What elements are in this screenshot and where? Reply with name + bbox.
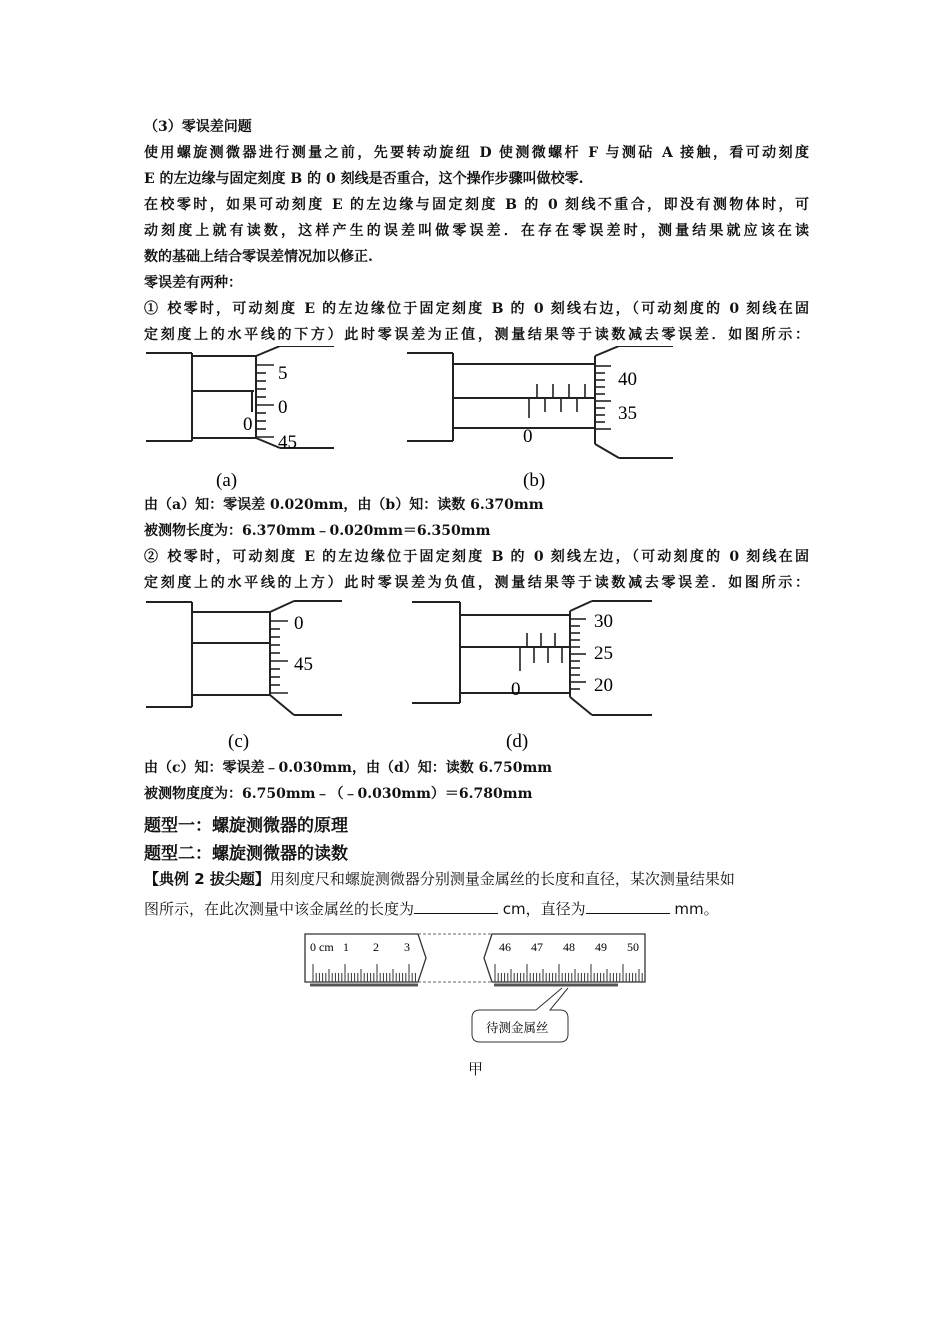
scale-label: 45 xyxy=(294,654,313,675)
paragraph-line: 数的基础上结合零误差情况加以修正. xyxy=(144,249,373,265)
micrometer-figure-b xyxy=(405,346,675,492)
example-line xyxy=(144,864,809,894)
scale-label: 0 xyxy=(511,679,521,700)
ruler-label: 2 xyxy=(373,940,379,954)
scale-label: 0 xyxy=(243,414,253,435)
micrometer-figure-d xyxy=(410,599,660,755)
section-title: （3）零误差问题 xyxy=(144,119,252,135)
ruler-label: 3 xyxy=(404,940,410,954)
answer-blank-diameter[interactable] xyxy=(586,897,670,914)
ruler-label: 48 xyxy=(563,940,575,954)
ruler-label: 0 cm xyxy=(310,940,334,954)
ruler-label: 46 xyxy=(499,940,511,954)
heading: 题型二：螺旋测微器的读数 xyxy=(144,844,348,864)
ruler-label: 47 xyxy=(531,940,543,954)
figure-caption: (b) xyxy=(523,470,546,491)
example-text: 用刻度尺和螺旋测微器分别测量金属丝的长度和直径，某次测量结果如 xyxy=(269,870,735,888)
scale-label: 5 xyxy=(278,363,288,384)
scale-label: 25 xyxy=(594,643,613,664)
result-line: 由（a）知：零误差 0.020mm，由（b）知：读数 6.370mm xyxy=(144,497,544,513)
figure-caption: (d) xyxy=(506,731,529,752)
example-tag: 【典例 2 拔尖题】 xyxy=(144,870,270,888)
scale-label: 30 xyxy=(594,611,613,632)
paragraph-line: 零误差有两种： xyxy=(144,275,242,291)
ruler-label: 1 xyxy=(343,940,349,954)
figure-caption: (a) xyxy=(216,470,238,491)
paragraph-line: 动刻度上就有读数，这样产生的误差叫做零误差．在存在零误差时，测量结果就应该在读 xyxy=(144,223,809,239)
paragraph-line: 在校零时，如果可动刻度 E 的左边缘与固定刻度 B 的 0 刻线不重合，即没有测物体时，可 xyxy=(144,197,809,213)
ruler-figure xyxy=(300,930,650,1045)
answer-blank-length[interactable] xyxy=(414,897,498,914)
paragraph-line: 定刻度上的水平线的下方）此时零误差为正值，测量结果等于读数减去零误差．如图所示： xyxy=(144,327,809,343)
ruler-label: 50 xyxy=(627,940,639,954)
scale-label: 35 xyxy=(618,403,637,424)
scale-label: 40 xyxy=(618,369,637,390)
heading: 题型一：螺旋测微器的原理 xyxy=(144,816,348,836)
paragraph-line: 使用螺旋测微器进行测量之前，先要转动旋纽 D 使测微螺杆 F 与测砧 A 接触，看可动刻度 xyxy=(144,145,809,161)
scale-label: 45 xyxy=(278,432,297,453)
result-line: 被测物度度为：6.750mm﹣（﹣0.030mm）＝6.780mm xyxy=(144,786,533,802)
micrometer-figure-a xyxy=(144,346,344,492)
paragraph-line: ① 校零时，可动刻度 E 的左边缘位于固定刻度 B 的 0 刻线右边，（可动刻度的 0 刻线在固 xyxy=(144,301,809,317)
figure-caption: (c) xyxy=(228,731,250,752)
paragraph-line: 定刻度上的水平线的上方）此时零误差为负值，测量结果等于读数减去零误差．如图所示： xyxy=(144,575,809,591)
result-line: 被测物长度为：6.370mm﹣0.020mm＝6.350mm xyxy=(144,523,491,539)
paragraph-line: ② 校零时，可动刻度 E 的左边缘位于固定刻度 B 的 0 刻线左边，（可动刻度的 0 刻线在固 xyxy=(144,549,809,565)
example-text: mm。 xyxy=(669,900,719,918)
ruler-label: 49 xyxy=(595,940,607,954)
scale-label: 20 xyxy=(594,675,613,696)
example-text: cm，直径为 xyxy=(498,900,586,918)
scale-label: 0 xyxy=(523,426,533,447)
scale-label: 0 xyxy=(294,613,304,634)
paragraph-line: E 的左边缘与固定刻度 B 的 0 刻线是否重合，这个操作步骤叫做校零. xyxy=(144,171,584,187)
callout-label: 待测金属丝 xyxy=(486,1020,549,1035)
example-line xyxy=(144,894,809,924)
scale-label: 0 xyxy=(278,397,288,418)
micrometer-figure-c xyxy=(144,599,344,755)
example-text: 图所示，在此次测量中该金属丝的长度为 xyxy=(144,900,415,918)
result-line: 由（c）知：零误差﹣0.030mm，由（d）知：读数 6.750mm xyxy=(144,760,553,776)
figure-caption: 甲 xyxy=(468,1060,484,1078)
